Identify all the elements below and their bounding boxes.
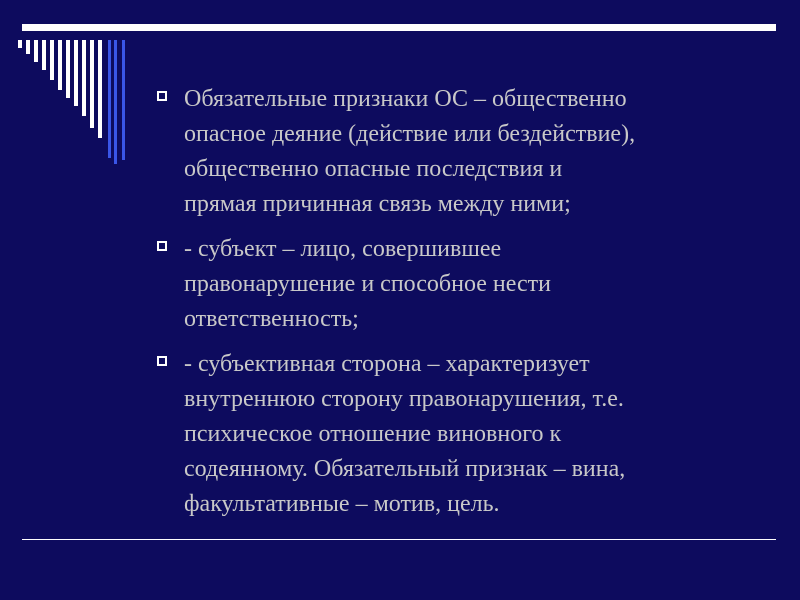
- comb-bar: [42, 40, 46, 70]
- bullet-list: [157, 82, 757, 532]
- comb-bar: [26, 40, 30, 54]
- list-item: [157, 82, 757, 222]
- list-item: [157, 347, 757, 522]
- bullet-text: Обязательные признаки ОС – общественно опасное деяние (действие или бездействие), общественно опасные последствия и прямая причинная связь между ними;: [184, 86, 636, 217]
- comb-bar: [114, 40, 117, 164]
- comb-bar: [90, 40, 94, 128]
- bullet-text: - субъект – лицо, совершившее правонарушение и способное нести ответственность;: [184, 236, 551, 332]
- square-bullet-icon: [157, 241, 167, 251]
- comb-bar: [18, 40, 22, 48]
- comb-bar: [66, 40, 70, 98]
- list-item: [157, 232, 757, 337]
- comb-bar: [50, 40, 54, 80]
- comb-bar: [98, 40, 102, 138]
- bullet-text: - субъективная сторона – характеризует внутреннюю сторону правонарушения, т.е. психическое отношение виновного к содеянному. Обязательный признак – вина, факультативные – мотив, цель.: [184, 351, 626, 517]
- bottom-rule: [22, 539, 776, 540]
- comb-bar: [82, 40, 86, 116]
- square-bullet-icon: [157, 91, 167, 101]
- comb-bar: [34, 40, 38, 62]
- decorative-comb: [0, 0, 140, 170]
- comb-bar: [122, 40, 125, 160]
- comb-bar: [108, 40, 111, 158]
- comb-bar: [58, 40, 62, 90]
- comb-bar: [74, 40, 78, 106]
- square-bullet-icon: [157, 356, 167, 366]
